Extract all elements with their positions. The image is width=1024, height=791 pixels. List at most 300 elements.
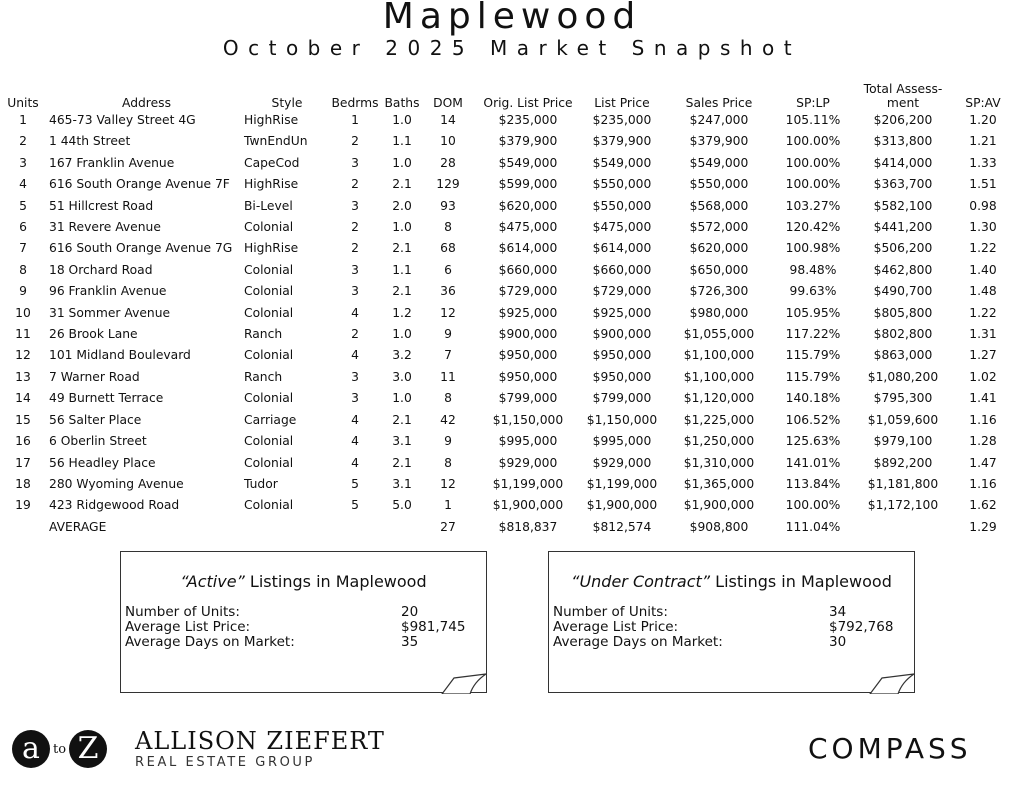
cell-bedrms: 3: [351, 391, 359, 406]
logo-to: to: [53, 741, 67, 757]
cell-list-price: $1,900,000: [586, 498, 658, 513]
cell-bedrms: 2: [351, 327, 359, 342]
cell-orig-list-price: $950,000: [498, 348, 558, 363]
cell-address: 465-73 Valley Street 4G: [49, 113, 196, 127]
cell-address: 18 Orchard Road: [49, 262, 153, 277]
cell-bedrms: 2: [351, 177, 359, 192]
cell-dom: 14: [440, 113, 456, 127]
cell-sales-price: $1,900,000: [683, 498, 755, 513]
average-bedrms: [330, 517, 380, 538]
cell-address: 280 Wyoming Avenue: [49, 476, 184, 491]
cell-sales-price: $980,000: [689, 305, 749, 320]
cell-orig-list-price: $379,900: [498, 134, 558, 149]
average-sales-price: $908,800: [689, 519, 749, 534]
cell-total-assessment: $892,200: [873, 455, 933, 470]
cell-sales-price: $726,300: [689, 284, 749, 299]
cell-dom: 11: [440, 369, 456, 384]
cell-orig-list-price: $1,900,000: [492, 498, 564, 513]
cell-bedrms: 3: [351, 369, 359, 384]
cell-address: 101 Midland Boulevard: [49, 348, 191, 363]
table-row: [4, 174, 1008, 195]
cell-list-price: $550,000: [592, 198, 652, 213]
cell-list-price: $925,000: [592, 305, 652, 320]
cell-unit: 6: [19, 220, 27, 235]
cell-sp-av: 1.47: [969, 455, 997, 470]
cell-list-price: $614,000: [592, 241, 652, 256]
market-table: [4, 80, 1008, 538]
cell-sp-lp: 99.63%: [789, 284, 837, 299]
cell-address: 423 Ridgewood Road: [49, 498, 180, 513]
cell-unit: 1: [19, 113, 27, 127]
cell-dom: 68: [440, 241, 456, 256]
col-sp-lp: SP:LP: [796, 96, 830, 110]
cell-sp-av: 1.48: [969, 284, 997, 299]
cell-total-assessment: $1,080,200: [867, 369, 939, 384]
cell-unit: 18: [15, 476, 31, 491]
col-orig-list-price: Orig. List Price: [483, 96, 573, 110]
cell-sales-price: $1,365,000: [683, 476, 755, 491]
cell-list-price: $900,000: [592, 327, 652, 342]
cell-list-price: $475,000: [592, 220, 652, 235]
cell-bedrms: 5: [351, 476, 359, 491]
table-row: [4, 324, 1008, 345]
cell-sales-price: $1,250,000: [683, 434, 755, 449]
cell-list-price: $549,000: [592, 155, 652, 170]
cell-baths: 2.1: [392, 177, 412, 192]
cell-unit: 4: [19, 177, 27, 192]
cell-unit: 10: [15, 305, 31, 320]
cell-style: Colonial: [244, 284, 294, 299]
table-row: [4, 260, 1008, 281]
cell-style: Colonial: [244, 348, 294, 363]
cell-baths: 1.0: [392, 155, 412, 170]
cell-sp-av: 1.41: [969, 391, 997, 406]
cell-total-assessment: $363,700: [873, 177, 933, 192]
table-header-row: [4, 80, 1008, 110]
col-baths: Baths: [384, 96, 420, 110]
uc-units-label: Number of Units:: [553, 604, 668, 620]
cell-address: 31 Revere Avenue: [49, 220, 161, 235]
cell-baths: 3.2: [392, 348, 412, 363]
cell-sp-av: 1.31: [969, 327, 997, 342]
active-avg-list-value: $981,745: [401, 619, 466, 635]
brand-name: ALLISON ZIEFERT: [135, 727, 385, 755]
cell-sp-lp: 115.79%: [785, 348, 841, 363]
cell-orig-list-price: $799,000: [498, 391, 558, 406]
cell-sp-lp: 100.00%: [785, 177, 841, 192]
cell-bedrms: 5: [351, 498, 359, 513]
cell-list-price: $950,000: [592, 369, 652, 384]
cell-address: 616 South Orange Avenue 7G: [49, 241, 233, 256]
cell-sp-av: 1.30: [969, 220, 997, 235]
table-row: [4, 367, 1008, 388]
cell-dom: 8: [444, 391, 452, 406]
cell-bedrms: 2: [351, 241, 359, 256]
uc-stat-row: [553, 605, 893, 620]
cell-orig-list-price: $614,000: [498, 241, 558, 256]
cell-address: 49 Burnett Terrace: [49, 391, 164, 406]
cell-sp-av: 1.40: [969, 262, 997, 277]
cell-list-price: $379,900: [592, 134, 652, 149]
cell-style: Colonial: [244, 220, 294, 235]
cell-baths: 1.1: [392, 134, 412, 149]
cell-total-assessment: $441,200: [873, 220, 933, 235]
page-curl-icon: [440, 672, 488, 694]
cell-sp-lp: 106.52%: [785, 412, 841, 427]
cell-orig-list-price: $729,000: [498, 284, 558, 299]
cell-baths: 2.1: [392, 412, 412, 427]
average-sp-lp: 111.04%: [785, 519, 841, 534]
uc-avg-dom-value: 30: [829, 634, 847, 650]
cell-unit: 5: [19, 198, 27, 213]
cell-sales-price: $1,100,000: [683, 369, 755, 384]
cell-orig-list-price: $1,150,000: [492, 412, 564, 427]
col-list-price: List Price: [594, 96, 650, 110]
cell-total-assessment: $313,800: [873, 134, 933, 149]
average-baths: [380, 517, 424, 538]
cell-bedrms: 4: [351, 455, 359, 470]
cell-bedrms: 2: [351, 134, 359, 149]
logo-z-circle: Z: [69, 730, 107, 768]
table-row: [4, 431, 1008, 452]
table-row: [4, 474, 1008, 495]
cell-style: TwnEndUn: [244, 134, 308, 149]
active-avg-dom-value: 35: [401, 634, 419, 650]
average-list-price: $812,574: [592, 519, 652, 534]
cell-sales-price: $1,100,000: [683, 348, 755, 363]
cell-bedrms: 4: [351, 412, 359, 427]
cell-sales-price: $1,310,000: [683, 455, 755, 470]
cell-orig-list-price: $235,000: [498, 113, 558, 127]
cell-unit: 16: [15, 434, 31, 449]
cell-dom: 42: [440, 412, 456, 427]
cell-address: 51 Hillcrest Road: [49, 198, 154, 213]
cell-list-price: $929,000: [592, 455, 652, 470]
cell-unit: 19: [15, 498, 31, 513]
table-row: [4, 453, 1008, 474]
average-orig-list-price: $818,837: [498, 519, 558, 534]
col-bedrms: Bedrms: [331, 96, 379, 110]
under-contract-listings-title: [549, 572, 914, 591]
cell-list-price: $235,000: [592, 113, 652, 127]
cell-total-assessment: $582,100: [873, 198, 933, 213]
table-row: [4, 153, 1008, 174]
cell-sp-av: 1.16: [969, 412, 997, 427]
cell-total-assessment: $462,800: [873, 262, 933, 277]
cell-sp-av: 1.27: [969, 348, 997, 363]
cell-sp-lp: 117.22%: [785, 327, 841, 342]
table-row: [4, 495, 1008, 516]
col-total-assessment-line2: ment: [886, 96, 920, 110]
a-to-z-logo: [12, 730, 107, 768]
cell-orig-list-price: $1,199,000: [492, 476, 564, 491]
active-units-label: Number of Units:: [125, 604, 240, 620]
cell-baths: 1.1: [392, 262, 412, 277]
cell-list-price: $1,150,000: [586, 412, 658, 427]
table-row: [4, 110, 1008, 131]
cell-sp-av: 1.20: [969, 113, 997, 127]
cell-bedrms: 4: [351, 434, 359, 449]
cell-baths: 1.0: [392, 327, 412, 342]
cell-bedrms: 4: [351, 348, 359, 363]
cell-total-assessment: $795,300: [873, 391, 933, 406]
cell-sp-av: 0.98: [969, 198, 997, 213]
table-row: [4, 388, 1008, 409]
cell-unit: 15: [15, 412, 31, 427]
table-body: [4, 110, 1008, 517]
cell-unit: 2: [19, 134, 27, 149]
cell-orig-list-price: $599,000: [498, 177, 558, 192]
cell-dom: 12: [440, 476, 456, 491]
cell-unit: 17: [15, 455, 31, 470]
cell-dom: 8: [444, 220, 452, 235]
cell-bedrms: 1: [351, 113, 359, 127]
cell-total-assessment: $206,200: [873, 113, 933, 127]
cell-style: Carriage: [244, 412, 297, 427]
uc-stat-row: [553, 620, 893, 635]
cell-style: Colonial: [244, 305, 294, 320]
cell-unit: 7: [19, 241, 27, 256]
cell-total-assessment: $802,800: [873, 327, 933, 342]
average-row: [4, 517, 1008, 538]
cell-dom: 36: [440, 284, 456, 299]
cell-orig-list-price: $620,000: [498, 198, 558, 213]
active-units-value: 20: [401, 604, 419, 620]
table-row: [4, 281, 1008, 302]
cell-address: 56 Salter Place: [49, 412, 142, 427]
cell-sp-av: 1.16: [969, 476, 997, 491]
cell-bedrms: 3: [351, 155, 359, 170]
table-row: [4, 196, 1008, 217]
cell-sp-lp: 113.84%: [785, 476, 841, 491]
cell-baths: 1.2: [392, 305, 412, 320]
active-listings-title: [121, 572, 486, 591]
col-sales-price: Sales Price: [685, 96, 753, 110]
cell-orig-list-price: $475,000: [498, 220, 558, 235]
cell-sp-lp: 100.00%: [785, 498, 841, 513]
average-dom: 27: [440, 519, 456, 534]
active-stat-row: [125, 620, 465, 635]
cell-list-price: $995,000: [592, 434, 652, 449]
table-row: [4, 131, 1008, 152]
cell-unit: 11: [15, 327, 31, 342]
cell-total-assessment: $1,172,100: [867, 498, 939, 513]
cell-sales-price: $650,000: [689, 262, 749, 277]
uc-stat-row: [553, 635, 893, 650]
col-units: Units: [7, 96, 39, 110]
cell-sp-lp: 140.18%: [785, 391, 841, 406]
active-title-rest: Listings in Maplewood: [244, 572, 427, 591]
average-style: [244, 517, 330, 538]
cell-sales-price: $1,055,000: [683, 327, 755, 342]
cell-style: HighRise: [244, 177, 299, 192]
cell-dom: 7: [444, 348, 452, 363]
cell-sp-av: 1.22: [969, 241, 997, 256]
average-label: AVERAGE: [49, 519, 107, 534]
cell-unit: 12: [15, 348, 31, 363]
active-stat-row: [125, 605, 465, 620]
cell-dom: 8: [444, 455, 452, 470]
cell-orig-list-price: $900,000: [498, 327, 558, 342]
cell-address: 6 Oberlin Street: [49, 434, 147, 449]
cell-sales-price: $379,900: [689, 134, 749, 149]
cell-baths: 3.1: [392, 476, 412, 491]
table-row: [4, 410, 1008, 431]
cell-sp-av: 1.33: [969, 155, 997, 170]
cell-sales-price: $247,000: [689, 113, 749, 127]
cell-sp-av: 1.62: [969, 498, 997, 513]
table-row: [4, 238, 1008, 259]
cell-list-price: $729,000: [592, 284, 652, 299]
cell-address: 167 Franklin Avenue: [49, 155, 175, 170]
cell-orig-list-price: $660,000: [498, 262, 558, 277]
cell-total-assessment: $490,700: [873, 284, 933, 299]
cell-dom: 10: [440, 134, 456, 149]
cell-style: Bi-Level: [244, 198, 293, 213]
cell-sales-price: $620,000: [689, 241, 749, 256]
logo-a-circle: a: [12, 730, 50, 768]
cell-list-price: $1,199,000: [586, 476, 658, 491]
cell-dom: 129: [436, 177, 460, 192]
cell-baths: 2.1: [392, 284, 412, 299]
cell-dom: 6: [444, 262, 452, 277]
table-row: [4, 345, 1008, 366]
cell-unit: 14: [15, 391, 31, 406]
table-row: [4, 303, 1008, 324]
cell-total-assessment: $1,059,600: [867, 412, 939, 427]
cell-sp-av: 1.51: [969, 177, 997, 192]
cell-sp-lp: 115.79%: [785, 369, 841, 384]
uc-avg-dom-label: Average Days on Market:: [553, 634, 723, 650]
cell-sp-av: 1.22: [969, 305, 997, 320]
cell-dom: 28: [440, 155, 456, 170]
cell-style: HighRise: [244, 241, 299, 256]
cell-orig-list-price: $929,000: [498, 455, 558, 470]
cell-address: 26 Brook Lane: [49, 327, 138, 342]
cell-orig-list-price: $950,000: [498, 369, 558, 384]
col-sp-av: SP:AV: [965, 96, 1001, 110]
col-total-assessment-line1: Total Assess-: [863, 82, 943, 96]
cell-baths: 3.1: [392, 434, 412, 449]
cell-sales-price: $568,000: [689, 198, 749, 213]
cell-baths: 3.0: [392, 369, 412, 384]
cell-baths: 2.1: [392, 455, 412, 470]
cell-total-assessment: $805,800: [873, 305, 933, 320]
uc-title-italic: “Under Contract”: [571, 572, 711, 591]
cell-bedrms: 4: [351, 305, 359, 320]
cell-list-price: $550,000: [592, 177, 652, 192]
brand-subtitle: REAL ESTATE GROUP: [135, 755, 315, 770]
cell-total-assessment: $414,000: [873, 155, 933, 170]
cell-address: 616 South Orange Avenue 7F: [49, 177, 230, 192]
cell-orig-list-price: $995,000: [498, 434, 558, 449]
cell-sp-av: 1.02: [969, 369, 997, 384]
cell-bedrms: 3: [351, 198, 359, 213]
cell-sp-lp: 105.11%: [785, 113, 841, 127]
cell-address: 96 Franklin Avenue: [49, 284, 167, 299]
page-curl-icon: [868, 672, 916, 694]
cell-dom: 93: [440, 198, 456, 213]
active-listings-box: [120, 551, 487, 693]
active-stats: [125, 605, 465, 650]
cell-sp-av: 1.21: [969, 134, 997, 149]
active-avg-dom-label: Average Days on Market:: [125, 634, 295, 650]
col-total-assessment: [848, 80, 958, 110]
cell-sp-lp: 103.27%: [785, 198, 841, 213]
cell-style: Colonial: [244, 262, 294, 277]
cell-sp-lp: 141.01%: [785, 455, 841, 470]
cell-list-price: $950,000: [592, 348, 652, 363]
cell-style: Colonial: [244, 455, 294, 470]
cell-style: CapeCod: [244, 155, 300, 170]
cell-bedrms: 3: [351, 262, 359, 277]
cell-address: 1 44th Street: [49, 134, 131, 149]
cell-style: HighRise: [244, 113, 299, 127]
cell-style: Tudor: [244, 476, 278, 491]
brand-block: [135, 727, 385, 771]
cell-baths: 5.0: [392, 498, 412, 513]
uc-units-value: 34: [829, 604, 847, 620]
cell-list-price: $799,000: [592, 391, 652, 406]
cell-style: Colonial: [244, 434, 294, 449]
cell-baths: 2.1: [392, 241, 412, 256]
uc-title-rest: Listings in Maplewood: [710, 572, 892, 591]
cell-dom: 9: [444, 434, 452, 449]
cell-sales-price: $572,000: [689, 220, 749, 235]
under-contract-listings-box: [548, 551, 915, 693]
col-address: Address: [122, 96, 171, 110]
cell-sp-lp: 100.00%: [785, 134, 841, 149]
cell-sales-price: $549,000: [689, 155, 749, 170]
cell-total-assessment: $506,200: [873, 241, 933, 256]
cell-style: Ranch: [244, 327, 283, 342]
cell-total-assessment: $1,181,800: [867, 476, 939, 491]
compass-logo: COMPASS: [808, 732, 972, 765]
uc-avg-list-label: Average List Price:: [553, 619, 679, 635]
page-title: Maplewood: [382, 0, 642, 37]
cell-bedrms: 2: [351, 220, 359, 235]
cell-sales-price: $1,225,000: [683, 412, 755, 427]
cell-dom: 9: [444, 327, 452, 342]
cell-orig-list-price: $549,000: [498, 155, 558, 170]
cell-baths: 1.0: [392, 113, 412, 127]
cell-sales-price: $1,120,000: [683, 391, 755, 406]
cell-address: 7 Warner Road: [49, 369, 140, 384]
cell-unit: 13: [15, 369, 31, 384]
cell-sp-lp: 100.00%: [785, 155, 841, 170]
cell-baths: 2.0: [392, 198, 412, 213]
cell-sp-lp: 98.48%: [789, 262, 837, 277]
cell-sp-av: 1.28: [969, 434, 997, 449]
uc-stats: [553, 605, 893, 650]
cell-address: 31 Sommer Avenue: [49, 305, 171, 320]
cell-sp-lp: 120.42%: [785, 220, 841, 235]
page-subtitle: October 2025 Market Snapshot: [222, 36, 802, 60]
cell-address: 56 Headley Place: [49, 455, 156, 470]
cell-orig-list-price: $925,000: [498, 305, 558, 320]
cell-sp-lp: 100.98%: [785, 241, 841, 256]
cell-style: Ranch: [244, 369, 283, 384]
col-dom: DOM: [433, 96, 463, 110]
cell-baths: 1.0: [392, 391, 412, 406]
cell-dom: 12: [440, 305, 456, 320]
active-avg-list-label: Average List Price:: [125, 619, 251, 635]
cell-sales-price: $550,000: [689, 177, 749, 192]
average-total-assessment: [848, 517, 958, 538]
uc-avg-list-value: $792,768: [829, 619, 894, 635]
cell-dom: 1: [444, 498, 452, 513]
cell-unit: 9: [19, 284, 27, 299]
